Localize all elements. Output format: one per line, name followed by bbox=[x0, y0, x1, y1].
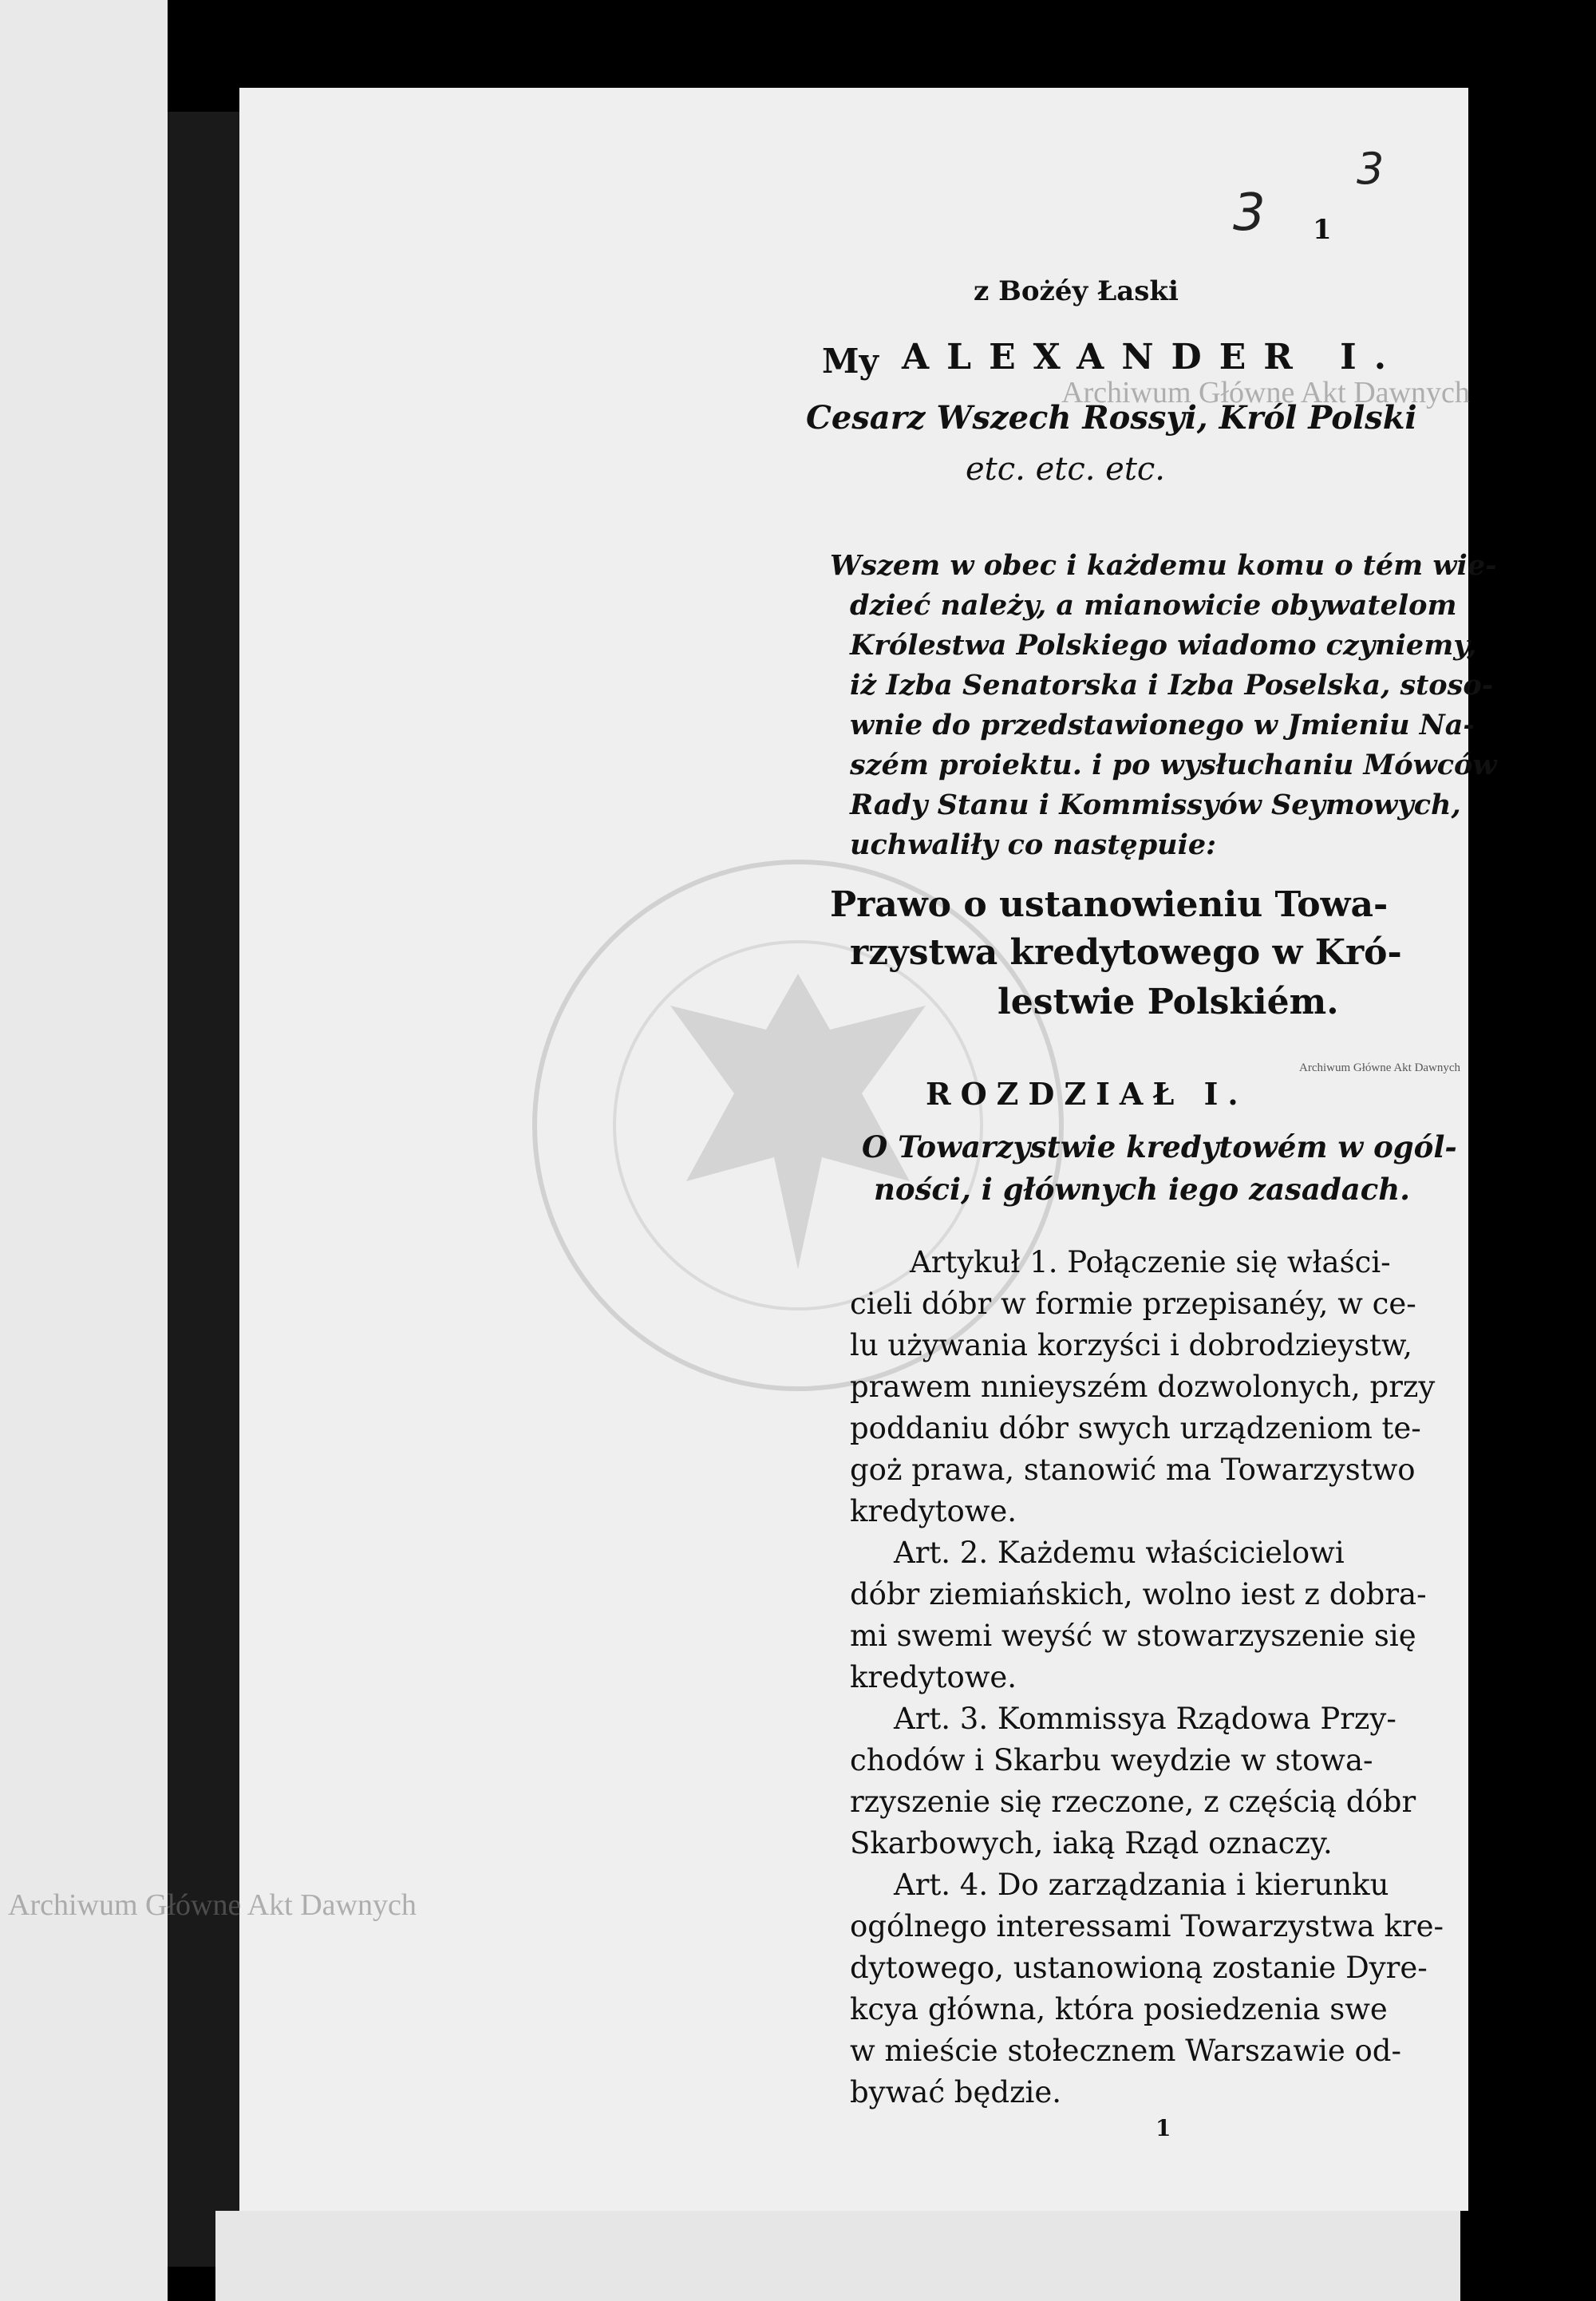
etc-line: etc. etc. etc. bbox=[966, 451, 1166, 488]
article-line: ogólnego interessami Towarzystwa kre- bbox=[850, 1909, 1444, 1943]
preamble-line: dzieć należy, a mianowicie obywatelom bbox=[850, 589, 1457, 622]
preamble-line: szém proiektu. i po wysłuchaniu Mówców bbox=[850, 749, 1497, 781]
article-line: kredytowe. bbox=[850, 1494, 1017, 1528]
article-line: bywać będzie. bbox=[850, 2075, 1062, 2109]
watermark-left: Archiwum Główne Akt Dawnych bbox=[8, 1888, 417, 1922]
page-bottom-edge bbox=[215, 2211, 1460, 2301]
handwritten-page-number-right: 3 bbox=[1357, 144, 1385, 194]
article-line: cieli dóbr w formie przepisanéy, w ce- bbox=[850, 1287, 1416, 1321]
article-line: Skarbowych, iaką Rząd oznaczy. bbox=[850, 1826, 1333, 1860]
article-line: dóbr ziemiańskich, wolno iest z dobra- bbox=[850, 1577, 1427, 1611]
article-line: goż prawa, stanowić ma Towarzystwo bbox=[850, 1453, 1416, 1487]
article-line: poddaniu dóbr swych urządzeniom te- bbox=[850, 1411, 1421, 1445]
signature-mark: 1 bbox=[1156, 2115, 1171, 2141]
law-title-line: Prawo o ustanowieniu Towa- bbox=[830, 884, 1389, 925]
preamble-line: Królestwa Polskiego wiadomo czyniemy, bbox=[850, 629, 1477, 662]
article-line: rzyszenie się rzeczone, z częścią dóbr bbox=[850, 1785, 1416, 1819]
handwritten-page-number: 3 bbox=[1233, 184, 1266, 243]
article-line: chodów i Skarbu weydzie w stowa- bbox=[850, 1743, 1373, 1777]
preamble-line: iż Izba Senatorska i Izba Poselska, stoso- bbox=[850, 669, 1494, 702]
eagle-emblem-icon bbox=[670, 974, 926, 1269]
watermark-small: Archiwum Główne Akt Dawnych bbox=[1299, 1062, 1461, 1074]
article-line: kredytowe. bbox=[850, 1660, 1017, 1694]
article-line: Artykuł 1. Połączenie się właści- bbox=[910, 1245, 1391, 1279]
watermark-top: Archiwum Główne Akt Dawnych bbox=[1061, 376, 1470, 409]
chapter-subtitle-line: ności, i głównych iego zasadach. bbox=[874, 1172, 1411, 1207]
article-line: lu używania korzyści i dobrodzieystw, bbox=[850, 1328, 1412, 1362]
emperor-titles: Cesarz Wszech Rossyi, Król Polski bbox=[806, 399, 1417, 437]
article-line: prawem nınieyszém dozwolonych, przy bbox=[850, 1370, 1436, 1404]
chapter-label: ROZDZIAŁ I. bbox=[926, 1076, 1248, 1112]
article-line: kcya główna, która posiedzenia swe bbox=[850, 1992, 1388, 2026]
preamble-line: uchwaliły co następuie: bbox=[850, 828, 1217, 861]
book-spine bbox=[168, 112, 239, 2267]
preamble-line: wnie do przedstawionego w Jmieniu Na- bbox=[850, 709, 1475, 741]
emperor-name: ALEXANDER I. bbox=[902, 337, 1404, 378]
preamble-line: Rady Stanu i Kommissyów Seymowych, bbox=[850, 789, 1461, 821]
article-line: Art. 3. Kommissya Rządowa Przy- bbox=[894, 1702, 1396, 1736]
law-title-line: rzystwa kredytowego w Kró- bbox=[850, 932, 1402, 973]
chapter-subtitle-line: O Towarzystwie kredytowém w ogól- bbox=[862, 1129, 1457, 1164]
grace-line: z Bożéy Łaski bbox=[974, 275, 1179, 307]
facing-page-edge bbox=[0, 0, 168, 2301]
article-line: dytowego, ustanowioną zostanie Dyre- bbox=[850, 1951, 1428, 1985]
article-line: mi swemi weyść w stowarzyszenie się bbox=[850, 1619, 1416, 1653]
article-line: w mieście stołecznem Warszawie od- bbox=[850, 2034, 1401, 2068]
article-line: Art. 4. Do zarządzania i kierunku bbox=[894, 1868, 1389, 1902]
article-line: Art. 2. Każdemu właścicielowi bbox=[894, 1536, 1345, 1570]
law-title-line: lestwie Polskiém. bbox=[998, 982, 1339, 1022]
folio-number: 1 bbox=[1313, 214, 1332, 246]
my-word: My bbox=[822, 342, 879, 381]
preamble-line: Wszem w obec i każdemu komu o tém wie- bbox=[830, 549, 1497, 582]
